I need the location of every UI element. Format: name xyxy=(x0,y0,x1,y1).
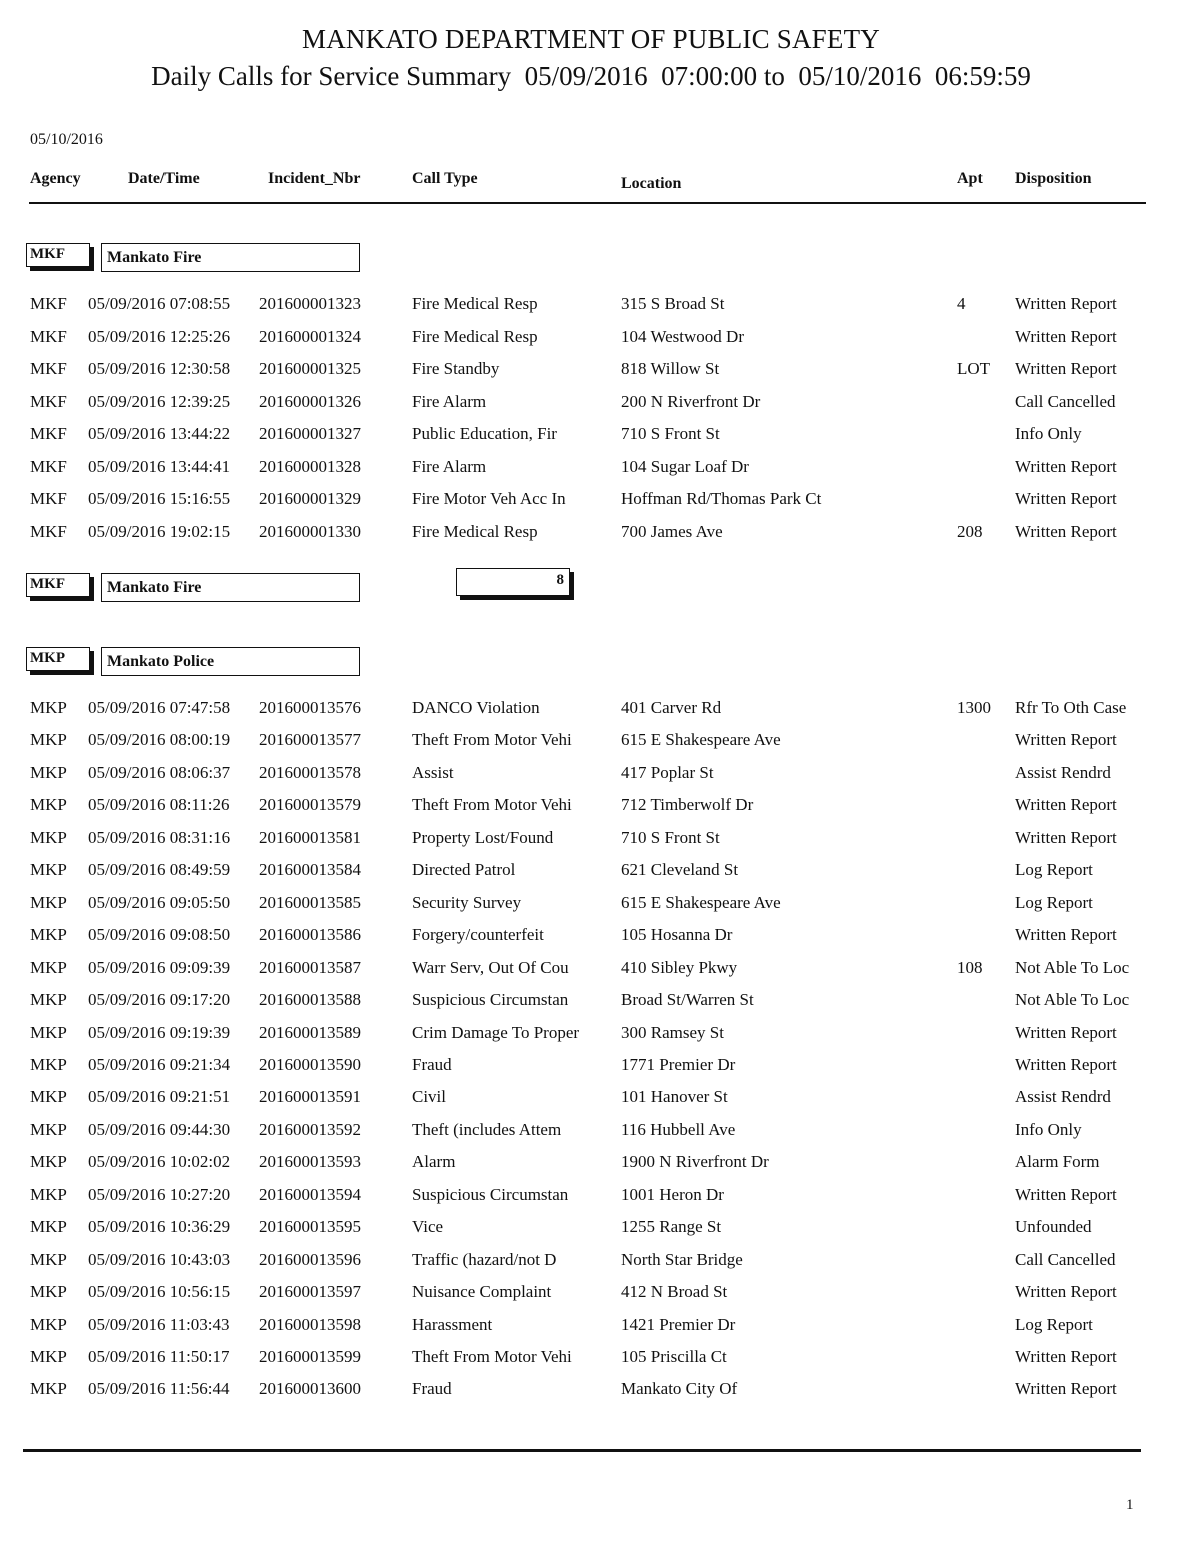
row-disposition: Written Report xyxy=(1015,489,1117,508)
row-agency: MKP xyxy=(30,1217,67,1237)
row-datetime: 05/09/2016 12:39:25 xyxy=(88,391,231,411)
row-call-type: Vice xyxy=(412,1217,444,1237)
row-location: 105 Priscilla Ct xyxy=(621,1347,727,1366)
row-datetime: 05/09/2016 09:09:39 xyxy=(88,957,231,977)
row-agency: MKF xyxy=(30,326,67,346)
row-agency: MKF xyxy=(30,391,67,411)
row-datetime: 05/09/2016 07:08:55 xyxy=(88,294,231,313)
row-call-type: Fire Medical Resp xyxy=(412,294,538,313)
row-datetime: 05/09/2016 11:56:44 xyxy=(88,1379,230,1399)
row-location: 710 S Front St xyxy=(621,424,720,443)
row-disposition: Call Cancelled xyxy=(1015,391,1116,411)
column-header-calltype: Call Type xyxy=(412,170,478,187)
row-agency: MKP xyxy=(30,730,67,750)
row-call-type: Theft From Motor Vehi xyxy=(412,730,572,750)
row-call-type: Fire Alarm xyxy=(412,456,487,476)
row-location: 615 E Shakespeare Ave xyxy=(621,730,781,750)
row-call-type: Suspicious Circumstan xyxy=(412,1184,569,1204)
row-call-type: Fire Alarm xyxy=(412,391,487,411)
row-incident-number: 201600013584 xyxy=(259,860,361,880)
row-call-type: Civil xyxy=(412,1087,447,1107)
row-disposition: Assist Rendrd xyxy=(1015,1087,1111,1107)
row-incident-number: 201600001327 xyxy=(259,424,361,443)
row-apt: 108 xyxy=(957,957,983,977)
row-call-type: Theft From Motor Vehi xyxy=(412,795,572,815)
row-incident-number: 201600013587 xyxy=(259,957,361,977)
row-incident-number: 201600013592 xyxy=(259,1119,361,1139)
row-datetime: 05/09/2016 08:11:26 xyxy=(88,795,230,815)
row-agency: MKP xyxy=(30,795,67,815)
row-disposition: Written Report xyxy=(1015,925,1117,945)
row-agency: MKP xyxy=(30,1184,67,1204)
row-agency: MKP xyxy=(30,827,67,847)
row-incident-number: 201600013579 xyxy=(259,795,361,815)
row-location: 401 Carver Rd xyxy=(621,698,722,717)
row-disposition: Log Report xyxy=(1015,860,1093,880)
row-incident-number: 201600013597 xyxy=(259,1282,361,1302)
row-datetime: 05/09/2016 07:47:58 xyxy=(88,698,231,717)
row-incident-number: 201600013595 xyxy=(259,1217,361,1237)
row-disposition: Not Able To Loc xyxy=(1015,957,1130,977)
row-location: 300 Ramsey St xyxy=(621,1022,724,1042)
row-agency: MKP xyxy=(30,1054,67,1074)
row-disposition: Written Report xyxy=(1015,326,1117,346)
run-date: 05/10/2016 xyxy=(30,131,103,148)
row-location: 1255 Range St xyxy=(621,1217,722,1237)
row-agency: MKP xyxy=(30,1087,67,1107)
row-disposition: Rfr To Oth Case xyxy=(1015,698,1127,717)
row-datetime: 05/09/2016 09:19:39 xyxy=(88,1022,231,1042)
row-location: 710 S Front St xyxy=(621,827,720,847)
row-incident-number: 201600013586 xyxy=(259,925,361,945)
row-location: 615 E Shakespeare Ave xyxy=(621,892,781,912)
row-call-type: Harassment xyxy=(412,1314,493,1334)
row-incident-number: 201600001328 xyxy=(259,456,361,476)
row-datetime: 05/09/2016 10:02:02 xyxy=(88,1152,231,1172)
row-call-type: Assist xyxy=(412,762,454,782)
page-number: 1 xyxy=(1126,1497,1134,1513)
row-datetime: 05/09/2016 19:02:15 xyxy=(88,521,231,541)
row-location: Broad St/Warren St xyxy=(621,990,754,1010)
row-call-type: Public Education, Fir xyxy=(412,424,557,443)
row-datetime: 05/09/2016 08:49:59 xyxy=(88,860,231,880)
row-agency: MKP xyxy=(30,957,67,977)
row-incident-number: 201600013589 xyxy=(259,1022,361,1042)
row-incident-number: 201600013591 xyxy=(259,1087,361,1107)
row-location: 200 N Riverfront Dr xyxy=(621,391,761,411)
row-agency: MKP xyxy=(30,1152,67,1172)
row-agency: MKP xyxy=(30,860,67,880)
fire-agency-name-box: Mankato Fire xyxy=(101,243,360,272)
column-header-agency: Agency xyxy=(30,170,81,187)
row-datetime: 05/09/2016 08:00:19 xyxy=(88,730,231,750)
row-agency: MKP xyxy=(30,1347,67,1366)
row-disposition: Written Report xyxy=(1015,795,1117,815)
row-disposition: Written Report xyxy=(1015,359,1117,378)
row-disposition: Written Report xyxy=(1015,1022,1117,1042)
row-incident-number: 201600013585 xyxy=(259,892,361,912)
row-datetime: 05/09/2016 10:43:03 xyxy=(88,1249,231,1269)
row-datetime: 05/09/2016 08:31:16 xyxy=(88,827,231,847)
row-incident-number: 201600001330 xyxy=(259,521,361,541)
row-call-type: Crim Damage To Proper xyxy=(412,1022,580,1042)
row-disposition: Log Report xyxy=(1015,892,1093,912)
row-agency: MKP xyxy=(30,1282,67,1302)
row-incident-number: 201600013590 xyxy=(259,1054,361,1074)
row-disposition: Written Report xyxy=(1015,1282,1117,1302)
row-datetime: 05/09/2016 09:21:34 xyxy=(88,1054,231,1074)
row-incident-number: 201600013576 xyxy=(259,698,361,717)
row-incident-number: 201600013596 xyxy=(259,1249,361,1269)
row-incident-number: 201600001326 xyxy=(259,391,361,411)
row-apt: LOT xyxy=(957,359,991,378)
row-location: 104 Westwood Dr xyxy=(621,326,744,346)
row-agency: MKP xyxy=(30,925,67,945)
row-agency: MKP xyxy=(30,1119,67,1139)
row-incident-number: 201600001323 xyxy=(259,294,361,313)
row-disposition: Call Cancelled xyxy=(1015,1249,1116,1269)
row-call-type: Traffic (hazard/not D xyxy=(412,1249,557,1269)
row-location: 712 Timberwolf Dr xyxy=(621,795,754,815)
row-call-type: Theft (includes Attem xyxy=(412,1119,562,1139)
row-apt: 208 xyxy=(957,521,983,541)
row-agency: MKF xyxy=(30,521,67,541)
row-datetime: 05/09/2016 11:03:43 xyxy=(88,1314,230,1334)
row-call-type: Fire Standby xyxy=(412,359,500,378)
row-call-type: Warr Serv, Out Of Cou xyxy=(412,957,569,977)
row-location: 417 Poplar St xyxy=(621,762,714,782)
row-location: 101 Hanover St xyxy=(621,1087,728,1107)
row-disposition: Written Report xyxy=(1015,1054,1117,1074)
row-agency: MKP xyxy=(30,1314,67,1334)
row-disposition: Info Only xyxy=(1015,424,1082,443)
fire-agency-code-box: MKF xyxy=(26,243,90,267)
row-incident-number: 201600013588 xyxy=(259,990,361,1010)
fire-call-count-box: 8 xyxy=(456,568,570,596)
row-location: 410 Sibley Pkwy xyxy=(621,957,738,977)
row-call-type: Theft From Motor Vehi xyxy=(412,1347,572,1366)
row-location: 315 S Broad St xyxy=(621,294,725,313)
row-incident-number: 201600013598 xyxy=(259,1314,361,1334)
header-divider xyxy=(29,202,1146,204)
row-call-type: Fire Medical Resp xyxy=(412,326,538,346)
row-incident-number: 201600013599 xyxy=(259,1347,361,1366)
row-call-type: Nuisance Complaint xyxy=(412,1282,552,1302)
row-agency: MKF xyxy=(30,294,67,313)
row-incident-number: 201600013600 xyxy=(259,1379,361,1399)
row-disposition: Assist Rendrd xyxy=(1015,762,1111,782)
row-agency: MKF xyxy=(30,424,67,443)
row-disposition: Alarm Form xyxy=(1015,1152,1100,1172)
row-apt: 1300 xyxy=(957,698,991,717)
row-datetime: 05/09/2016 10:36:29 xyxy=(88,1217,231,1237)
row-disposition: Written Report xyxy=(1015,730,1117,750)
row-agency: MKP xyxy=(30,1249,67,1269)
row-location: 1001 Heron Dr xyxy=(621,1184,724,1204)
row-location: Mankato City Of xyxy=(621,1379,738,1399)
row-location: Hoffman Rd/Thomas Park Ct xyxy=(621,489,822,508)
footer-divider xyxy=(23,1449,1141,1452)
row-disposition: Unfounded xyxy=(1015,1217,1092,1237)
row-datetime: 05/09/2016 09:17:20 xyxy=(88,990,231,1010)
row-datetime: 05/09/2016 09:05:50 xyxy=(88,892,231,912)
row-datetime: 05/09/2016 09:08:50 xyxy=(88,925,231,945)
row-call-type: Fire Medical Resp xyxy=(412,521,538,541)
row-datetime: 05/09/2016 13:44:41 xyxy=(88,456,231,476)
column-header-disposition: Disposition xyxy=(1015,170,1092,187)
row-location: 1771 Premier Dr xyxy=(621,1054,736,1074)
row-incident-number: 201600001325 xyxy=(259,359,361,378)
row-location: 621 Cleveland St xyxy=(621,860,739,880)
row-agency: MKF xyxy=(30,456,67,476)
row-incident-number: 201600013577 xyxy=(259,730,361,750)
row-call-type: Directed Patrol xyxy=(412,860,516,880)
row-incident-number: 201600013593 xyxy=(259,1152,361,1172)
row-agency: MKP xyxy=(30,1379,67,1399)
row-agency: MKP xyxy=(30,698,67,717)
column-header-incident: Incident_Nbr xyxy=(268,170,361,187)
row-call-type: Fraud xyxy=(412,1379,452,1399)
row-datetime: 05/09/2016 10:27:20 xyxy=(88,1184,231,1204)
row-call-type: Fire Motor Veh Acc In xyxy=(412,489,566,508)
row-location: 104 Sugar Loaf Dr xyxy=(621,456,749,476)
police-agency-code-box: MKP xyxy=(26,647,90,671)
row-disposition: Written Report xyxy=(1015,456,1117,476)
row-datetime: 05/09/2016 10:56:15 xyxy=(88,1282,231,1302)
row-disposition: Written Report xyxy=(1015,1184,1117,1204)
row-call-type: Security Survey xyxy=(412,892,522,912)
row-incident-number: 201600013578 xyxy=(259,762,361,782)
row-datetime: 05/09/2016 15:16:55 xyxy=(88,489,231,508)
row-disposition: Written Report xyxy=(1015,1347,1117,1366)
report-title: MANKATO DEPARTMENT OF PUBLIC SAFETY xyxy=(302,24,880,54)
row-disposition: Written Report xyxy=(1015,294,1117,313)
column-header-datetime: Date/Time xyxy=(128,170,200,187)
row-location: 700 James Ave xyxy=(621,521,723,541)
row-call-type: Forgery/counterfeit xyxy=(412,925,544,945)
row-call-type: Alarm xyxy=(412,1152,456,1172)
row-location: 105 Hosanna Dr xyxy=(621,925,733,945)
row-disposition: Written Report xyxy=(1015,521,1117,541)
row-incident-number: 201600013594 xyxy=(259,1184,361,1204)
row-disposition: Log Report xyxy=(1015,1314,1093,1334)
row-agency: MKF xyxy=(30,489,67,508)
row-location: North Star Bridge xyxy=(621,1249,743,1269)
row-agency: MKF xyxy=(30,359,67,378)
row-location: 412 N Broad St xyxy=(621,1282,728,1302)
row-disposition: Written Report xyxy=(1015,1379,1117,1399)
report-subtitle: Daily Calls for Service Summary 05/09/2016 07:00:00 to 05/10/2016 06:59:59 xyxy=(151,61,1031,91)
row-datetime: 05/09/2016 09:44:30 xyxy=(88,1119,231,1139)
row-datetime: 05/09/2016 12:25:26 xyxy=(88,326,231,346)
row-disposition: Not Able To Loc xyxy=(1015,990,1130,1010)
row-agency: MKP xyxy=(30,892,67,912)
row-datetime: 05/09/2016 11:50:17 xyxy=(88,1347,230,1366)
row-location: 116 Hubbell Ave xyxy=(621,1119,736,1139)
row-agency: MKP xyxy=(30,1022,67,1042)
police-agency-name-box: Mankato Police xyxy=(101,647,360,676)
row-location: 818 Willow St xyxy=(621,359,720,378)
row-incident-number: 201600001329 xyxy=(259,489,361,508)
row-call-type: Fraud xyxy=(412,1054,452,1074)
row-apt: 4 xyxy=(957,294,966,313)
row-datetime: 05/09/2016 09:21:51 xyxy=(88,1087,231,1107)
row-disposition: Info Only xyxy=(1015,1119,1082,1139)
row-location: 1900 N Riverfront Dr xyxy=(621,1152,769,1172)
row-datetime: 05/09/2016 13:44:22 xyxy=(88,424,231,443)
column-header-apt: Apt xyxy=(957,170,983,187)
row-location: 1421 Premier Dr xyxy=(621,1314,736,1334)
row-agency: MKP xyxy=(30,990,67,1010)
row-call-type: Property Lost/Found xyxy=(412,827,554,847)
row-datetime: 05/09/2016 12:30:58 xyxy=(88,359,231,378)
row-call-type: DANCO Violation xyxy=(412,698,540,717)
column-header-location: Location xyxy=(621,175,682,192)
row-call-type: Suspicious Circumstan xyxy=(412,990,569,1010)
row-disposition: Written Report xyxy=(1015,827,1117,847)
fire-footer-code-box: MKF xyxy=(26,573,90,597)
row-incident-number: 201600013581 xyxy=(259,827,361,847)
row-agency: MKP xyxy=(30,762,67,782)
row-datetime: 05/09/2016 08:06:37 xyxy=(88,762,231,782)
row-incident-number: 201600001324 xyxy=(259,326,361,346)
fire-footer-name-box: Mankato Fire xyxy=(101,573,360,602)
